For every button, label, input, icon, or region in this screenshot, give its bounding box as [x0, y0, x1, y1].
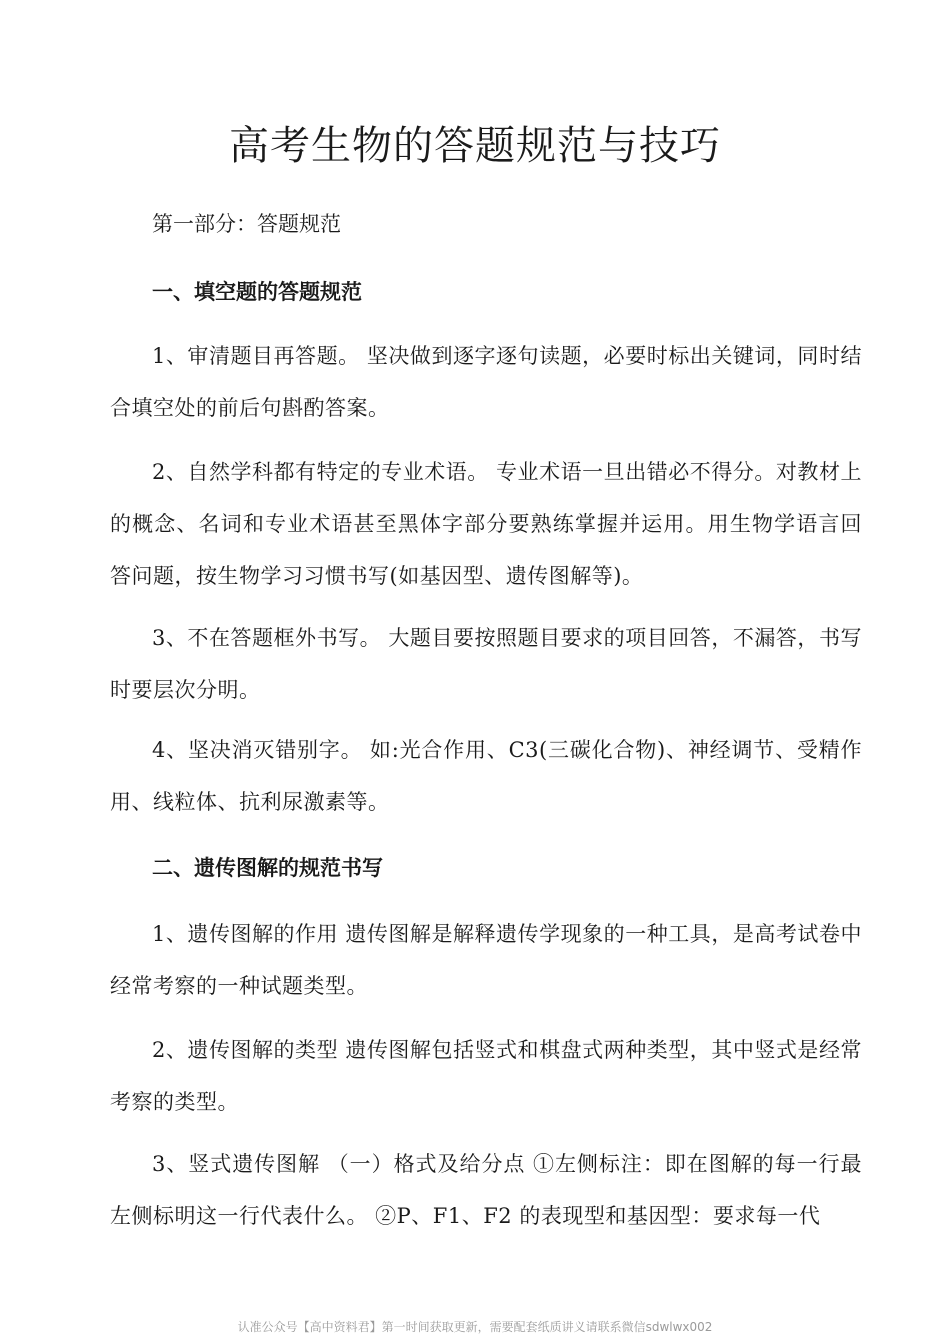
section-heading-fill-in: 一、填空题的答题规范	[152, 279, 362, 304]
paragraph: 1、遗传图解的作用 遗传图解是解释遗传学现象的一种工具，是高考试卷中经常考察的一种试题类型。	[110, 922, 862, 998]
paragraph: 2、遗传图解的类型 遗传图解包括竖式和棋盘式两种类型，其中竖式是经常考察的类型。	[110, 1038, 862, 1114]
footer-watermark: 认准公众号【高中资料君】第一时间获取更新，需要配套纸质讲义请联系微信sdwlwx002	[237, 1320, 713, 1334]
paragraph: 3、竖式遗传图解 （一）格式及给分点 ①左侧标注：即在图解的每一行最左侧标明这一行代表什么。 ②P、F1、F2 的表现型和基因型：要求每一代	[110, 1152, 862, 1228]
paragraph: 4、坚决消灭错别字。 如:光合作用、C3(三碳化合物)、神经调节、受精作用、线粒体、抗利尿激素等。	[110, 738, 862, 814]
part-label: 第一部分：答题规范	[152, 212, 341, 236]
section-heading-genetic-diagram: 二、遗传图解的规范书写	[152, 855, 383, 880]
paragraph: 2、自然学科都有特定的专业术语。 专业术语一旦出错必不得分。对教材上的概念、名词和专业术语甚至黑体字部分要熟练掌握并运用。用生物学语言回答问题，按生物学习习惯书写(如基因型、遗传图解等)。	[110, 460, 862, 588]
paragraph: 1、审清题目再答题。 坚决做到逐字逐句读题，必要时标出关键词，同时结合填空处的前后句斟酌答案。	[110, 344, 862, 420]
paragraph: 3、不在答题框外书写。 大题目要按照题目要求的项目回答，不漏答，书写时要层次分明。	[110, 626, 862, 702]
page-title: 高考生物的答题规范与技巧	[229, 123, 721, 169]
